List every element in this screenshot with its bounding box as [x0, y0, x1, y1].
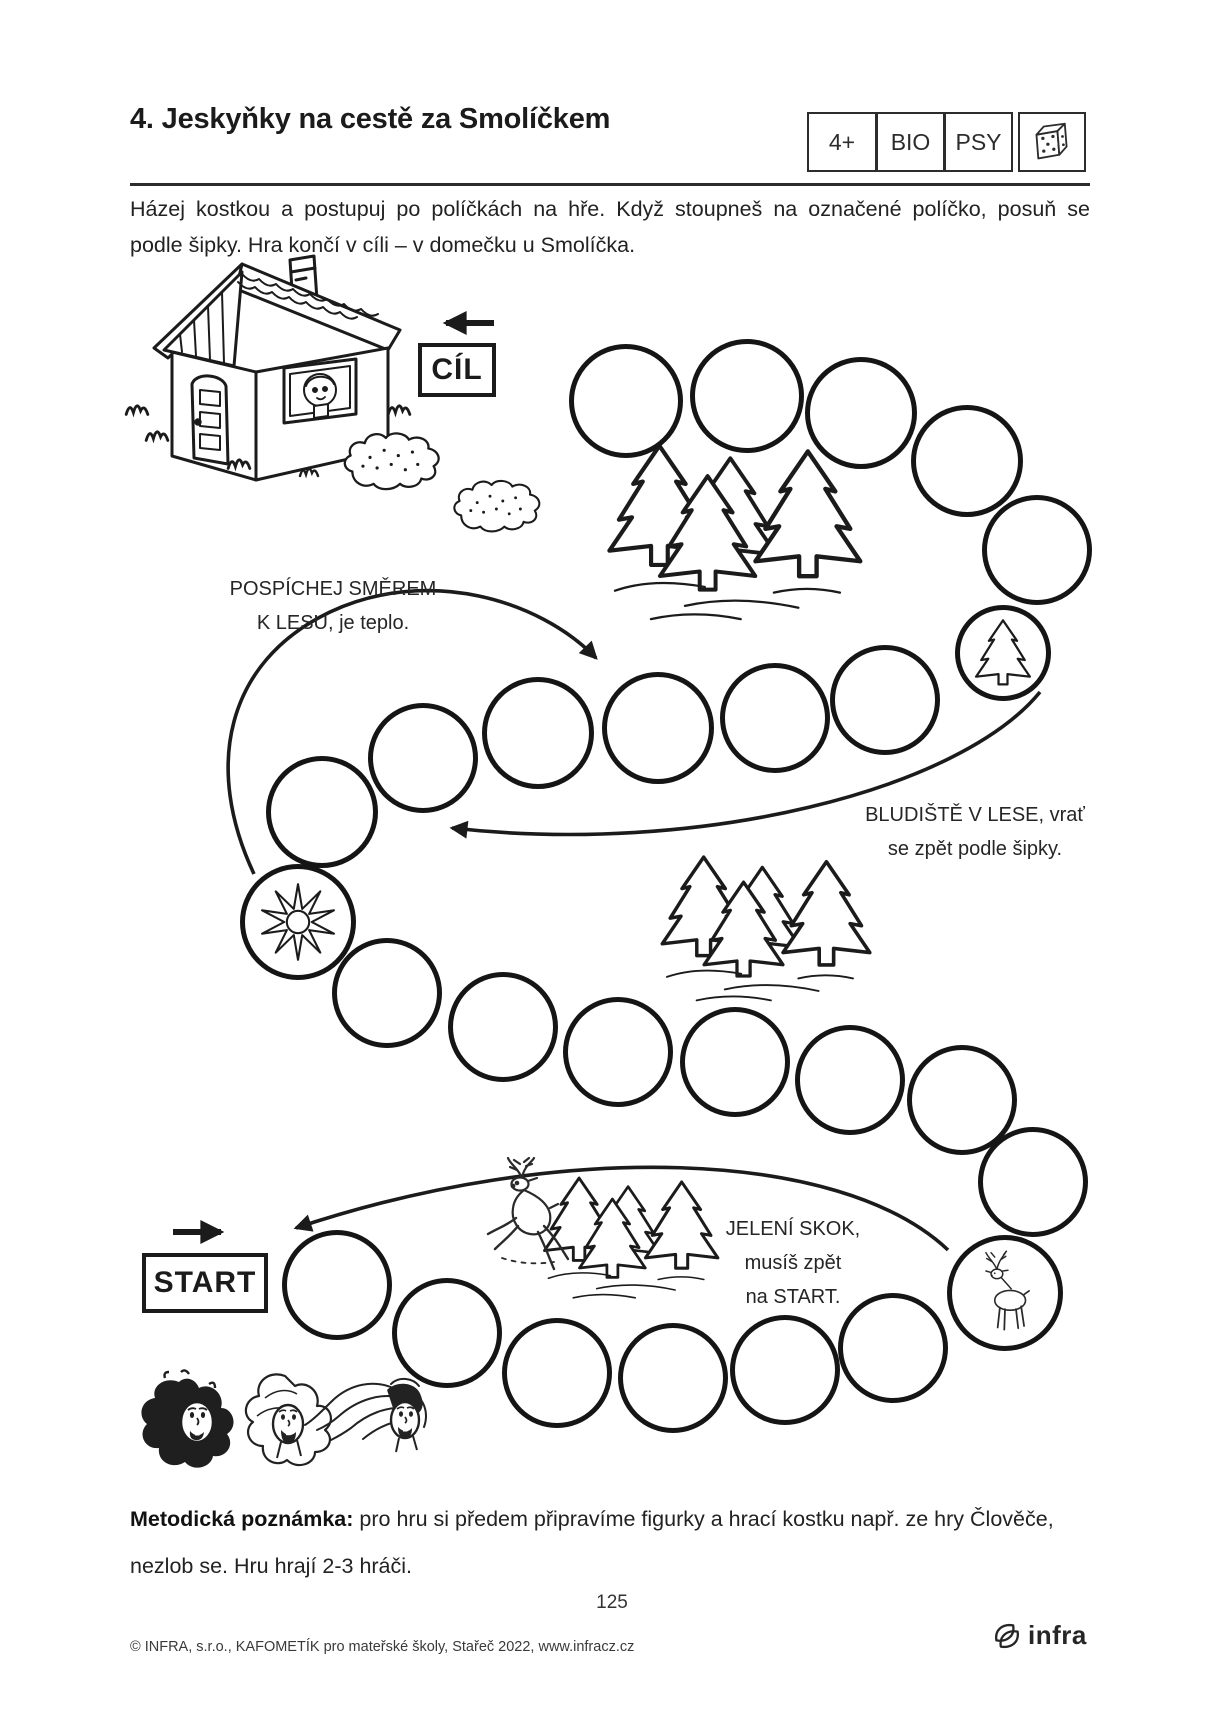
age-badge: 4+ — [807, 112, 877, 172]
infra-logo-icon — [992, 1621, 1022, 1651]
board-field — [563, 997, 673, 1107]
page-number: 125 — [596, 1592, 628, 1613]
category-badge-bio: BIO — [877, 112, 945, 172]
note-line: na START. — [745, 1286, 841, 1308]
goal-label-box: CÍL — [418, 343, 496, 397]
note-bludiste — [815, 798, 1135, 866]
board-field — [482, 677, 594, 789]
dice-badge — [1018, 112, 1086, 172]
infra-logo-text: infra — [1028, 1620, 1087, 1650]
deer-field — [947, 1235, 1063, 1351]
pine-field — [955, 605, 1051, 701]
methodical-note-label: Metodická poznámka: — [130, 1507, 354, 1531]
page-title: 4. Jeskyňky na cestě za Smolíčkem — [130, 103, 611, 135]
board-field — [448, 972, 558, 1082]
note-pospichej — [183, 572, 483, 640]
header-divider — [130, 183, 1090, 186]
board-field — [392, 1278, 502, 1388]
board-field — [368, 703, 478, 813]
board-field — [282, 1230, 392, 1340]
instructions-line1: Házej kostkou a postupuj po políčkách na hře. Když stoupneš na označené políčko, posuň se — [130, 197, 1090, 221]
start-label-box: START — [142, 1253, 268, 1313]
note-line: JELENÍ SKOK, — [725, 1218, 861, 1240]
note-line: BLUDIŠTĚ V LESE, vrať — [865, 804, 1085, 826]
board-field — [795, 1025, 905, 1135]
board-field — [911, 405, 1023, 517]
note-line: K LESU, je teplo. — [256, 612, 410, 634]
methodical-note — [130, 1496, 1096, 1590]
pine-icon — [971, 615, 1035, 691]
board-field — [502, 1318, 612, 1428]
board-field — [805, 357, 917, 469]
instructions-line2: podle šipky. Hra končí v cíli – v domečku u Smolíčka. — [130, 233, 636, 257]
deer-icon — [972, 1245, 1038, 1341]
sun-icon — [255, 879, 341, 965]
footer-copyright: © INFRA, s.r.o., KAFOMETÍK pro mateřské školy, Stařeč 2022, www.infracz.cz — [130, 1639, 635, 1655]
dice-icon — [1031, 121, 1073, 163]
board-field — [830, 645, 940, 755]
board-field — [618, 1323, 728, 1433]
board-field — [730, 1315, 840, 1425]
board-field — [680, 1007, 790, 1117]
sun-field — [240, 864, 356, 980]
board-field — [602, 672, 714, 784]
header-badges — [807, 112, 1086, 172]
board-field — [569, 344, 683, 458]
note-jeleni — [703, 1212, 883, 1314]
note-line: POSPÍCHEJ SMĚREM — [229, 578, 437, 600]
methodical-note-text2: nezlob se. Hru hrají 2-3 hráči. — [130, 1554, 413, 1578]
board-field — [982, 495, 1092, 605]
board-field — [907, 1045, 1017, 1155]
category-badge-psy: PSY — [945, 112, 1013, 172]
instructions — [130, 191, 1090, 263]
note-line: se zpět podle šipky. — [887, 838, 1063, 860]
methodical-note-text1: pro hru si předem připravíme figurky a hrací kostku např. ze hry Člověče, — [359, 1507, 1054, 1531]
board-field — [266, 756, 378, 868]
board-field — [720, 663, 830, 773]
board-field — [332, 938, 442, 1048]
note-line: musíš zpět — [744, 1252, 842, 1274]
publisher-logo — [992, 1620, 1087, 1651]
board-field — [690, 339, 804, 453]
